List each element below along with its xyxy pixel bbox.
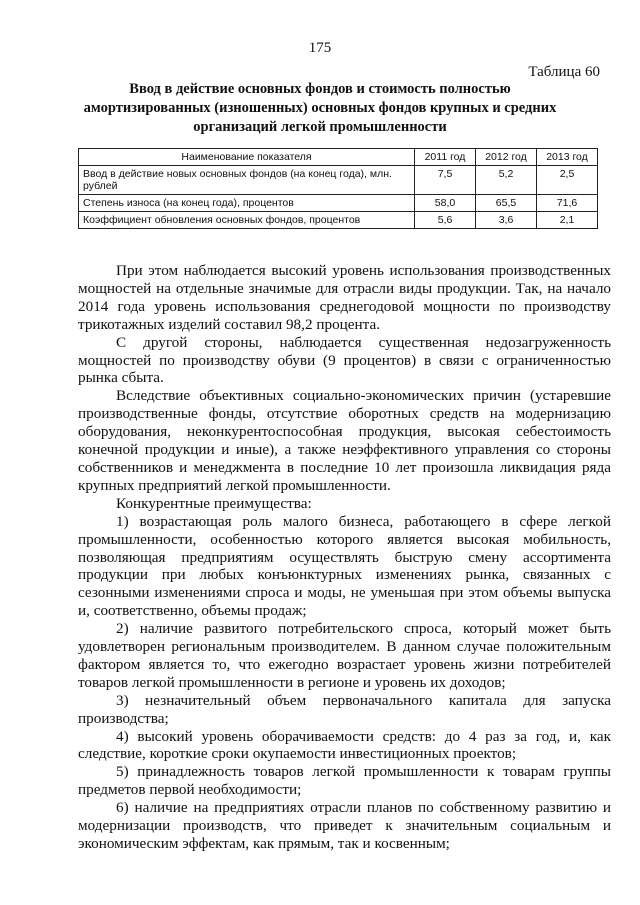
cell-2011: 7,5 <box>415 166 476 195</box>
list-item: 4) высокий уровень оборачиваемости средств: до 4 раз за год, и, как следствие, короткие сроки окупаемости инвестиционных проектов; <box>78 727 611 763</box>
table-header-row <box>79 149 598 166</box>
column-header-indicator: Наименование показателя <box>79 149 415 166</box>
column-header-2011: 2011 год <box>415 149 476 166</box>
paragraph: При этом наблюдается высокий уровень использования производственных мощностей на отдельные значимые для отрасли виды продукции. Так, на начало 2014 года уровень использования среднегодовой мощности по производству трикотажных изделий составил 98,2 процента. <box>78 262 611 333</box>
list-item: 2) наличие развитого потребительского спроса, который может быть удовлетворен региональным производителем. В данном случае положительным фактором является то, что ежегодно возрастает уровень жизни потребителей товаров легкой промышленности в регионе и уровень их доходов; <box>78 620 611 691</box>
body-text <box>78 262 611 853</box>
table-row <box>79 212 598 229</box>
indicators-table <box>78 148 598 229</box>
paragraph: Вследствие объективных социально-экономических причин (устаревшие производственные фонды, отсутствие оборотных средств на модернизацию оборудования, неконкурентоспособная продукция, высокая себестоимость конечной продукции и иные), а также неэффективного управления со стороны собственников и менеджмента в последние 10 лет произошла ликвидация ряда крупных предприятий легкой промышленности. <box>78 387 611 494</box>
paragraph: Конкурентные преимущества: <box>116 494 312 512</box>
cell-2012: 3,6 <box>476 212 537 229</box>
cell-2012: 5,2 <box>476 166 537 195</box>
cell-2011: 58,0 <box>415 195 476 212</box>
cell-2013: 71,6 <box>537 195 598 212</box>
paragraph: С другой стороны, наблюдается существенная недозагруженность мощностей по производству обуви (9 процентов) в связи с ограниченностью рынка сбыта. <box>78 333 611 387</box>
column-header-2013: 2013 год <box>537 149 598 166</box>
table-title: Ввод в действие основных фондов и стоимость полностью амортизированных (изношенных) основных фондов крупных и средних организаций легкой промышленности <box>83 81 557 135</box>
row-label: Степень износа (на конец года), процентов <box>79 195 415 212</box>
cell-2013: 2,5 <box>537 166 598 195</box>
row-label: Ввод в действие новых основных фондов (на конец года), млн. рублей <box>79 166 415 195</box>
list-item: 6) наличие на предприятиях отрасли планов по собственному развитию и модернизации производств, что приведет к значительным социальным и экономическим эффектам, как прямым, так и косвенным; <box>78 799 611 852</box>
column-header-2012: 2012 год <box>476 149 537 166</box>
list-item: 3) незначительный объем первоначального капитала для запуска производства; <box>78 691 611 727</box>
cell-2012: 65,5 <box>476 195 537 212</box>
cell-2013: 2,1 <box>537 212 598 229</box>
table-row <box>79 195 598 212</box>
cell-2011: 5,6 <box>415 212 476 229</box>
table-label: Таблица 60 <box>528 64 600 80</box>
row-label: Коэффициент обновления основных фондов, процентов <box>79 212 415 229</box>
list-item: 5) принадлежность товаров легкой промышленности к товарам группы предметов первой необходимости; <box>78 763 611 799</box>
table-row <box>79 166 598 195</box>
page-number: 175 <box>308 40 332 56</box>
list-item: 1) возрастающая роль малого бизнеса, работающего в сфере легкой промышленности, особенностью которого является высокая мобильность, позволяющая предприятиям осуществлять быструю смену ассортимента продукции при любых конъюнктурных изменениях рынка, связанных с сезонными изменениями спроса и моды, не уменьшая при этом объемы выпуска и, соответственно, объемы продаж; <box>78 512 611 620</box>
